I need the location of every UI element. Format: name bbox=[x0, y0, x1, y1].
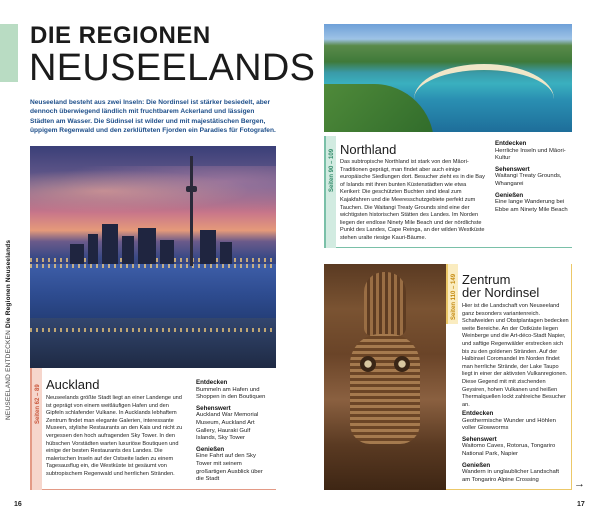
northland-geniessen-text: Eine lange Wanderung bei Ebbe am Ninety Mile Beach bbox=[495, 199, 568, 213]
side-header-part: NEUSEELAND ENTDECKEN bbox=[5, 330, 12, 420]
northland-sehenswert-text: Waitangi Treaty Grounds, Whangarei bbox=[495, 173, 562, 187]
page-title-line1: DIE REGIONEN bbox=[30, 22, 211, 49]
northland-page-ref-tab bbox=[324, 136, 336, 248]
auckland-skyline-photo bbox=[30, 146, 276, 368]
zentrum-entdecken-text: Geothermische Wunder und Höhlen voller Glowworms bbox=[462, 417, 556, 432]
northland-entdecken-text: Herrliche Inseln und Māori-Kultur bbox=[495, 147, 566, 162]
zentrum-sehenswert-text: Waitomo Caves, Rotorua, Tongariro National Park, Napier bbox=[462, 443, 556, 457]
auckland-entdecken-heading: Entdecken bbox=[196, 379, 228, 386]
northland-entdecken-heading: Entdecken bbox=[495, 140, 527, 147]
auckland-highlights bbox=[196, 379, 272, 484]
zentrum-title-line2: der Nordinsel bbox=[462, 285, 540, 300]
section-color-tab bbox=[0, 24, 18, 82]
page-number-right: 17 bbox=[577, 501, 585, 508]
side-header-chapter: Die Regionen Neuseelands bbox=[5, 239, 12, 329]
page-title-line2: NEUSEELANDS bbox=[29, 47, 316, 89]
next-page-arrow-icon: → bbox=[574, 478, 585, 490]
auckland-page-ref-tab bbox=[30, 368, 42, 490]
zentrum-page-ref: Seiten 110 – 149 bbox=[451, 273, 457, 320]
zentrum-body: Hier ist die Landschaft von Neuseeland ganz besonders variantenreich. Schafweiden und Obstplantagen bedecken weite Bereiche. An der Ostküste liegen Weinberge und die Art-déco-Stadt Napier, und saftige Regenwälder erstrecken sich bis zu den goldenen Stränden. Auf der Halbinsel Coromandel im Norden findet man herrliche Strände, der Lake Taupo liegt in einer der aktivsten Vulkanregionen. Diese Gegend mit mit zischenden Geysiren, hohen Vulkanen und heißen Thermalquellen lockt zahlreiche Besucher an. bbox=[462, 303, 569, 408]
zentrum-title-line1: Zentrum bbox=[462, 272, 511, 287]
northland-page-ref: Seiten 90 – 109 bbox=[329, 148, 335, 192]
zentrum-entdecken-heading: Entdecken bbox=[462, 410, 494, 417]
auckland-page-ref: Seiten 62 – 89 bbox=[35, 384, 41, 424]
zentrum-geniessen-heading: Genießen bbox=[462, 461, 491, 469]
zentrum-sehenswert-heading: Sehenswert bbox=[462, 435, 497, 443]
northland-highlights bbox=[495, 140, 571, 214]
zentrum-geniessen-text: Wandern in unglaublicher Landschaft am Tongariro Alpine Crossing bbox=[462, 469, 560, 483]
auckland-title: Auckland bbox=[46, 377, 100, 392]
zentrum-title bbox=[462, 273, 539, 299]
northland-geniessen-heading: Genießen bbox=[495, 191, 524, 199]
northland-body: Das subtropische Northland ist stark von den Māori-Traditionen geprägt, man findet aber auch einige europäische Siedlungen dort. Besucher zieht es in die Bay of Islands mit ihren bunten Küstenstädten wie etwa Kerikeri: Die geschützten Buchten sind ideal zum Kajakfahren und die Meeresschutzgebiete perfekt zum Tauchen. Die Waitangi Treaty Grounds sind eine der wichtigsten historischen Stätten des Landes. Im Norden liegen der endlose Ninety Mile Beach und der nördlichste Punkt des Landes, Cape Reinga, an der wilden Westküste stehen uralte riesige Kauri-Bäume. bbox=[340, 159, 485, 241]
auckland-sehenswert-text: Auckland War Memorial Museum, Auckland Art Gallery, Hauraki Gulf Islands, Sky Tower bbox=[196, 412, 259, 442]
intro-paragraph: Neuseeland besteht aus zwei Inseln: Die Nordinsel ist stärker besiedelt, aber dennoch überwiegend ländlich mit fruchtbarem Ackerland und lässigen Städten am Wasser. Die Südinsel ist wilder und mit majestätischen Bergen, üppigem Regenwald und den zerklüfteten Fjorden ein Paradies für Fotografen. bbox=[30, 99, 276, 134]
zentrum-page-ref-tab bbox=[446, 264, 458, 324]
auckland-sehenswert-heading: Sehenswert bbox=[196, 404, 231, 412]
maori-carving-photo bbox=[324, 264, 446, 490]
auckland-geniessen-text: Eine Fahrt auf den Sky Tower mit seinem großartigen Ausblick über die Stadt bbox=[196, 453, 263, 483]
auckland-geniessen-heading: Genießen bbox=[196, 445, 225, 453]
northland-sehenswert-heading: Sehenswert bbox=[495, 165, 530, 173]
northland-title: Northland bbox=[340, 142, 397, 157]
northland-bay-photo bbox=[324, 24, 572, 132]
zentrum-highlights bbox=[462, 410, 568, 484]
auckland-entdecken-text: Bummeln am Hafen und Shoppen in den Boutiquen bbox=[196, 386, 266, 401]
auckland-body: Neuseelands größte Stadt liegt an einer Landenge und ist geprägt von einem weitläufigen Hafen und den Gipfeln schlafender Vulkane. In Aucklands lebhaftem Zentrum findet man elegante Galerien, interessante Museen, stylishe Restaurants an den Kais und nicht zu vergessen den hoch aufragenden Sky Tower. In den hübschen Vorstädten warten luxuriöse Boutiquen und einige der besten Restaurants des Landes. Die malerischen Inseln auf der Ostseite laden zu einem Tagesausflug ein, die Westküste ist gesäumt von subtropischem Regenwald und herrlichen Stränden. bbox=[46, 395, 183, 477]
page-number-left: 16 bbox=[14, 501, 22, 508]
